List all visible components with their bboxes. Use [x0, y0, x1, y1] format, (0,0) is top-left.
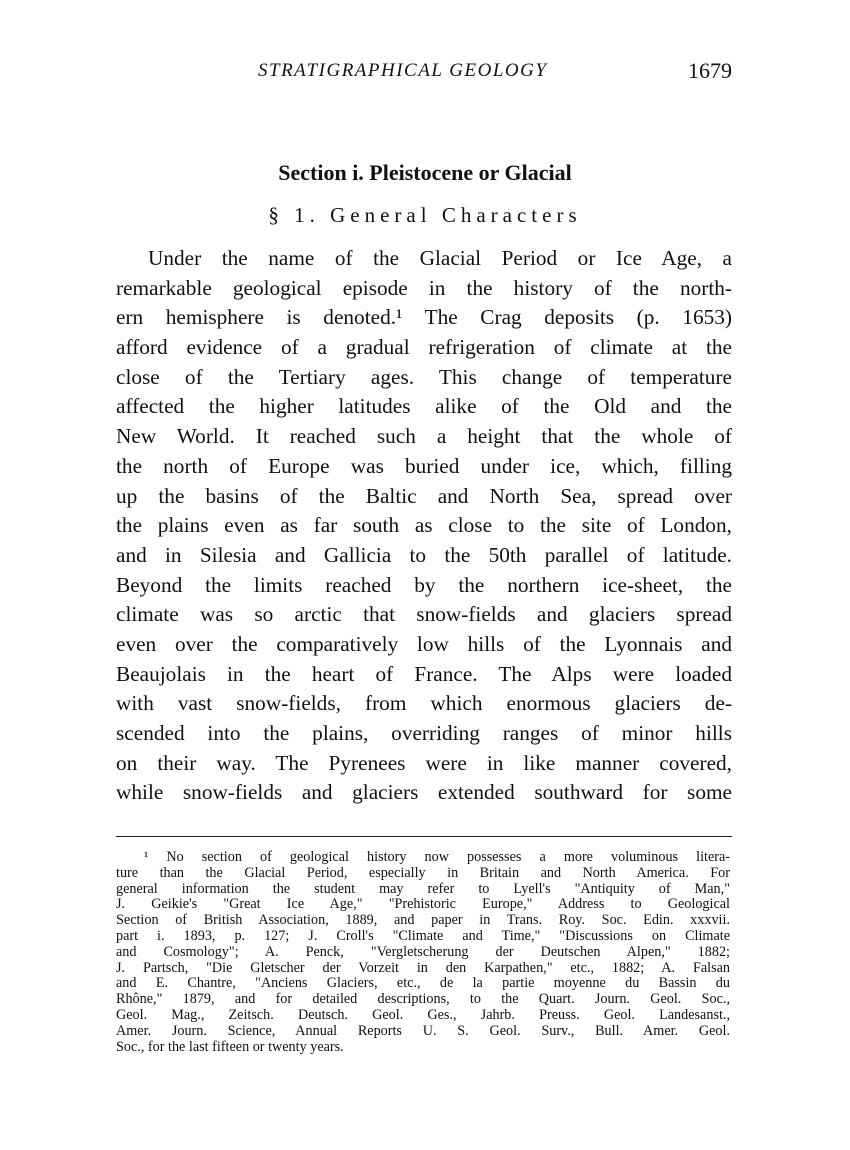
footnote-line: general information the student may refer to Lyell's "Antiquity of Man,": [116, 880, 730, 897]
footnote-line: part i. 1893, p. 127; J. Croll's "Climate and Time," "Discussions on Climate: [116, 927, 730, 944]
text-line: up the basins of the Baltic and North Sea, spread over: [116, 483, 732, 508]
text-line: ern hemisphere is denoted.¹ The Crag deposits (p. 1653): [116, 305, 732, 330]
section-heading: Section i. Pleistocene or Glacial: [278, 160, 572, 185]
text-line: on their way. The Pyrenees were in like manner covered,: [116, 750, 732, 775]
text-line: the north of Europe was buried under ice, which, filling: [116, 453, 732, 478]
text-line: Beyond the limits reached by the northern ice-sheet, the: [116, 572, 732, 597]
text-line: close of the Tertiary ages. This change of temperature: [116, 364, 732, 389]
footnote-line: J. Partsch, "Die Gletscher der Vorzeit in den Karpathen," etc., 1882; A. Falsan: [116, 959, 730, 976]
footnote-line: ¹ No section of geological history now possesses a more voluminous litera-: [144, 849, 730, 865]
running-head: [118, 58, 738, 88]
footnote-line: Geol. Mag., Zeitsch. Deutsch. Geol. Ges., Jahrb. Preuss. Geol. Landesanst.,: [116, 1006, 730, 1023]
footnote-line: Rhône," 1879, and for detailed descriptions, to the Quart. Journ. Geol. Soc.,: [116, 991, 730, 1008]
text-line: and in Silesia and Gallicia to the 50th parallel of latitude.: [116, 542, 732, 567]
text-line: scended into the plains, overriding ranges of minor hills: [116, 721, 732, 745]
footnote-line: and Cosmology"; A. Penck, "Vergletscherung der Deutschen Alpen," 1882;: [116, 943, 730, 960]
footnote-line: ture than the Glacial Period, especially in Britain and North America. For: [116, 864, 730, 881]
text-line: affected the higher latitudes alike of the Old and the: [116, 394, 732, 419]
text-line: Beaujolais in the heart of France. The Alps were loaded: [116, 661, 732, 686]
footnote-line: Section of British Association, 1889, and paper in Trans. Roy. Soc. Edin. xxxvii.: [116, 912, 730, 929]
text-line: Under the name of the Glacial Period or Ice Age, a: [148, 246, 732, 270]
text-line: New World. It reached such a height that the whole of: [116, 424, 732, 449]
running-title: STRATIGRAPHICAL GEOLOGY: [258, 60, 548, 81]
footnote-line: J. Geikie's "Great Ice Age," "Prehistoric Europe," Address to Geological: [116, 896, 730, 913]
section-subheading: § 1. General Characters: [268, 203, 582, 227]
text-line: climate was so arctic that snow-fields and glaciers spread: [116, 602, 732, 627]
text-line: while snow-fields and glaciers extended southward for some: [116, 780, 732, 805]
page-number: 1679: [688, 58, 732, 83]
footnote-divider: [116, 836, 732, 837]
text-line: with vast snow-fields, from which enormous glaciers de-: [116, 691, 732, 716]
footnote-line: and E. Chantre, "Anciens Glaciers, etc., de la partie moyenne du Bassin du: [116, 975, 730, 992]
text-line: even over the comparatively low hills of the Lyonnais and: [116, 631, 732, 656]
text-line: remarkable geological episode in the history of the north-: [116, 275, 732, 300]
body-paragraph: [116, 244, 732, 808]
text-line: the plains even as far south as close to the site of London,: [116, 513, 732, 538]
footnote: [116, 850, 730, 1055]
footnote-line: Soc., for the last fifteen or twenty years.: [116, 1038, 344, 1055]
text-line: afford evidence of a gradual refrigeration of climate at the: [116, 335, 732, 360]
footnote-line: Amer. Journ. Science, Annual Reports U. S. Geol. Surv., Bull. Amer. Geol.: [116, 1022, 730, 1039]
